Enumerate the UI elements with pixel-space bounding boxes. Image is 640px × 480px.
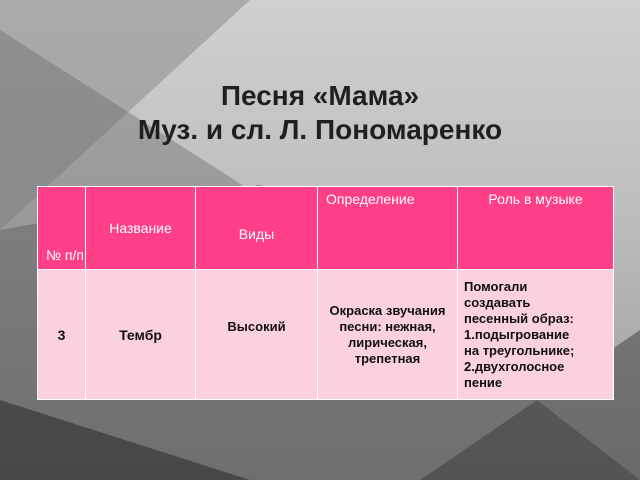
cell-number: 3 [38,270,86,400]
table-row [38,270,614,400]
header-number: № п/п [38,187,86,270]
role-line: песенный образ: [464,310,574,326]
role-line: Помогали [464,278,528,294]
header-kinds: Виды [196,187,318,270]
role-line: 2.двухголосное [464,358,565,374]
role-line: пение [464,374,503,390]
role-line: на треугольнике; [464,342,575,358]
slide-title: Песня «Мама» [220,80,420,111]
slide-subtitle: Муз. и сл. Л. Пономаренко [137,114,503,145]
header-name: Название [86,187,196,270]
role-line: 1.подыгрование [464,326,570,342]
cell-role [458,270,614,400]
role-line: создавать [464,294,531,310]
cell-definition [318,270,458,400]
cell-name: Тембр [86,270,196,400]
header-definition: Определение [318,187,458,270]
table-header-row [38,187,614,270]
cell-kinds: Высокий [196,270,318,400]
header-role: Роль в музыке [458,187,614,270]
definition-text: Окраска звучания песни: нежная, лирическая, трепетная [329,302,446,366]
info-table [37,186,614,400]
